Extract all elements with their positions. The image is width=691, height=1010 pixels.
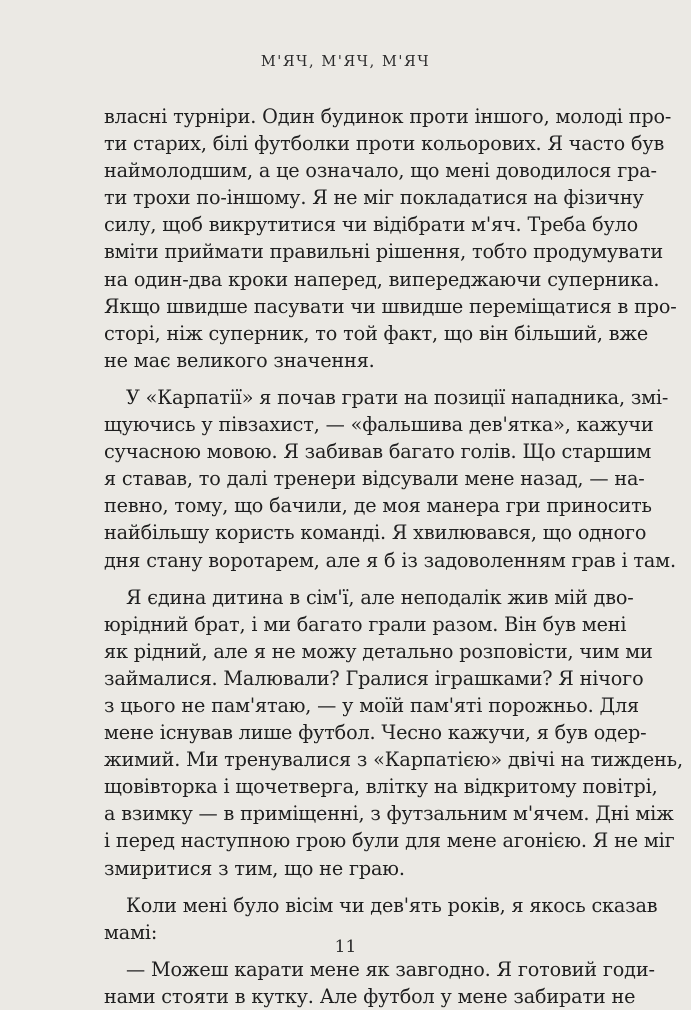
text-line: ти трохи по-іншому. Я не міг покладатися на фізичну: [104, 186, 644, 210]
text-line: мене існував лише футбол. Чесно кажучи, я був одер-: [104, 721, 647, 745]
text-line: вміти приймати правильні рішення, тобто продумувати: [104, 240, 664, 264]
page-number: 11: [334, 937, 357, 957]
text-line: а взимку — в приміщенні, з футзальним м'ячем. Дні між: [104, 802, 674, 826]
running-head: М'ЯЧ, М'ЯЧ, М'ЯЧ: [260, 54, 431, 70]
text-line: жимий. Ми тренувалися з «Карпатією» двічі на тиждень,: [104, 748, 683, 772]
text-line: щовівторка і щочетверга, влітку на відкритому повітрі,: [104, 775, 658, 799]
paragraph-1: [104, 103, 677, 374]
text-line: сторі, ніж суперник, то той факт, що він більший, вже: [104, 321, 649, 345]
text-line: — Можеш карати мене як завгодно. Я готовий годи-: [126, 957, 655, 981]
text-line: Я єдина дитина в сім'ї, але неподалік жив мій дво-: [126, 585, 634, 609]
text-line: найбільшу користь команді. Я хвилювався, що одного: [104, 521, 647, 545]
text-line: мамі:: [104, 920, 158, 944]
text-line: з цього не пам'ятаю, — у моїй пам'яті порожньо. Для: [104, 693, 639, 717]
text-line: силу, щоб викрутитися чи відібрати м'яч. Треба було: [104, 213, 639, 237]
text-line: нами стояти в кутку. Але футбол у мене забирати не: [104, 984, 636, 1008]
text-line: Якщо швидше пасувати чи швидше переміщатися в про-: [104, 294, 677, 318]
text-line: У «Карпатії» я почав грати на позиції нападника, змі-: [126, 385, 669, 409]
text-line: займалися. Малювали? Гралися іграшками? Я нічого: [104, 666, 644, 690]
text-line: Коли мені було вісім чи дев'ять років, я якось сказав: [126, 893, 658, 917]
text-line: щуючись у півзахист, — «фальшива дев'ятка», кажучи: [104, 413, 654, 437]
text-line: як рідний, але я не можу детально розповісти, чим ми: [104, 639, 653, 663]
text-line: дня стану воротарем, але я б із задоволенням грав і там.: [104, 548, 676, 572]
body-text: [104, 103, 683, 1010]
text-line: наймолодшим, а це означало, що мені доводилося гра-: [104, 159, 657, 183]
text-line: змиритися з тим, що не граю.: [104, 856, 405, 880]
text-line: і перед наступною грою були для мене агонією. Я не міг: [104, 829, 675, 853]
text-line: певно, тому, що бачили, де моя манера гри приносить: [104, 494, 652, 518]
text-line: я ставав, то далі тренери відсували мене назад, — на-: [104, 467, 645, 491]
paragraph-3: [104, 584, 683, 882]
text-line: сучасною мовою. Я забивав багато голів. Що старшим: [104, 440, 652, 464]
paragraph-2: [104, 384, 676, 574]
text-line: на один-два кроки наперед, випереджаючи суперника.: [104, 267, 660, 291]
text-line: власні турніри. Один будинок проти іншого, молоді про-: [104, 105, 672, 128]
paragraph-5: [104, 956, 655, 1010]
text-line: ти старих, білі футболки проти кольорових. Я часто був: [104, 132, 665, 156]
text-line: юрідний брат, і ми багато грали разом. Він був мені: [104, 612, 627, 636]
text-line: не має великого значення.: [104, 348, 375, 372]
